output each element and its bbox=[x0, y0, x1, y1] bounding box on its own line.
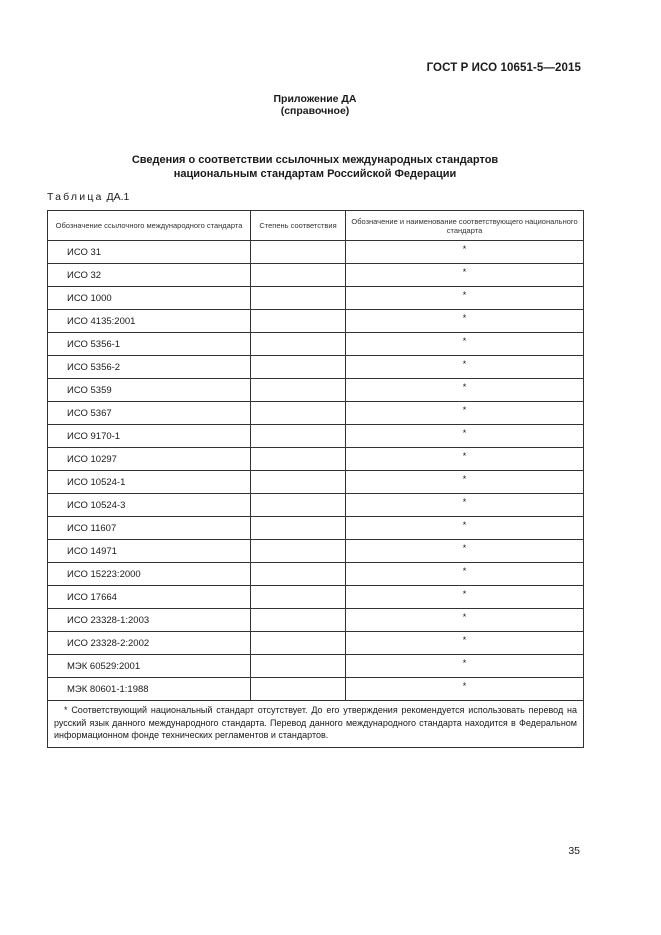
column-header-reference-standard: Обозначение ссылочного международного стандарта bbox=[48, 211, 251, 241]
table-label-number: ДА.1 bbox=[106, 191, 130, 203]
cell-reference-standard: ИСО 5359 bbox=[48, 379, 251, 402]
footnote-cell bbox=[48, 701, 584, 748]
cell-degree bbox=[251, 379, 346, 402]
cell-degree bbox=[251, 287, 346, 310]
cell-reference-standard: ИСО 23328-1:2003 bbox=[48, 609, 251, 632]
cell-reference-standard: ИСО 17664 bbox=[48, 586, 251, 609]
table-row bbox=[48, 563, 584, 586]
table-row bbox=[48, 632, 584, 655]
table-label bbox=[47, 191, 129, 203]
cell-reference-standard: ИСО 5356-1 bbox=[48, 333, 251, 356]
table-label-word: Таблица bbox=[47, 191, 104, 203]
cell-national-standard: * bbox=[346, 448, 584, 471]
column-header-national-standard: Обозначение и наименование соответствующего национального стандарта bbox=[346, 211, 584, 241]
section-heading bbox=[0, 153, 630, 181]
cell-reference-standard: ИСО 1000 bbox=[48, 287, 251, 310]
cell-degree bbox=[251, 264, 346, 287]
table-row bbox=[48, 333, 584, 356]
column-header-degree: Степень соответствия bbox=[251, 211, 346, 241]
cell-national-standard: * bbox=[346, 425, 584, 448]
cell-reference-standard: ИСО 23328-2:2002 bbox=[48, 632, 251, 655]
cell-reference-standard: ИСО 9170-1 bbox=[48, 425, 251, 448]
table-header-row bbox=[48, 211, 584, 241]
cell-national-standard: * bbox=[346, 356, 584, 379]
cell-degree bbox=[251, 425, 346, 448]
cell-degree bbox=[251, 540, 346, 563]
cell-national-standard: * bbox=[346, 471, 584, 494]
footnote-text: * Соответствующий национальный стандарт отсутствует. До его утверждения рекомендуется использовать перевод на русский язык данного международного стандарта. Перевод данного международного стандарта находится в Федеральном информационном фонде технических регламентов и стандартов. bbox=[54, 705, 577, 740]
appendix-subtitle: (справочное) bbox=[280, 105, 350, 117]
cell-national-standard: * bbox=[346, 494, 584, 517]
table-row bbox=[48, 609, 584, 632]
appendix-block bbox=[0, 93, 630, 117]
table-row bbox=[48, 655, 584, 678]
standards-correspondence-table bbox=[47, 210, 584, 748]
section-heading-line-2: национальным стандартам Российской Федерации bbox=[173, 168, 457, 180]
cell-reference-standard: ИСО 10524-1 bbox=[48, 471, 251, 494]
cell-national-standard: * bbox=[346, 310, 584, 333]
table-row bbox=[48, 425, 584, 448]
table-row bbox=[48, 356, 584, 379]
cell-degree bbox=[251, 632, 346, 655]
table-row bbox=[48, 494, 584, 517]
cell-national-standard: * bbox=[346, 563, 584, 586]
cell-reference-standard: ИСО 5367 bbox=[48, 402, 251, 425]
cell-degree bbox=[251, 563, 346, 586]
document-code: ГОСТ Р ИСО 10651-5—2015 bbox=[426, 62, 581, 74]
cell-degree bbox=[251, 333, 346, 356]
cell-national-standard: * bbox=[346, 517, 584, 540]
cell-national-standard: * bbox=[346, 287, 584, 310]
cell-degree bbox=[251, 655, 346, 678]
table-row bbox=[48, 678, 584, 701]
table-row bbox=[48, 402, 584, 425]
cell-national-standard: * bbox=[346, 402, 584, 425]
cell-degree bbox=[251, 517, 346, 540]
cell-reference-standard: ИСО 5356-2 bbox=[48, 356, 251, 379]
cell-reference-standard: ИСО 14971 bbox=[48, 540, 251, 563]
cell-reference-standard: ИСО 15223:2000 bbox=[48, 563, 251, 586]
cell-national-standard: * bbox=[346, 655, 584, 678]
cell-degree bbox=[251, 448, 346, 471]
cell-degree bbox=[251, 494, 346, 517]
table-row bbox=[48, 517, 584, 540]
cell-national-standard: * bbox=[346, 264, 584, 287]
cell-reference-standard: ИСО 11607 bbox=[48, 517, 251, 540]
cell-national-standard: * bbox=[346, 241, 584, 264]
cell-reference-standard: ИСО 31 bbox=[48, 241, 251, 264]
cell-degree bbox=[251, 586, 346, 609]
table-row bbox=[48, 448, 584, 471]
cell-degree bbox=[251, 471, 346, 494]
cell-national-standard: * bbox=[346, 586, 584, 609]
appendix-title: Приложение ДА bbox=[273, 93, 357, 105]
cell-reference-standard: ИСО 4135:2001 bbox=[48, 310, 251, 333]
cell-degree bbox=[251, 402, 346, 425]
cell-reference-standard: ИСО 10297 bbox=[48, 448, 251, 471]
table-row bbox=[48, 264, 584, 287]
table-row bbox=[48, 379, 584, 402]
cell-national-standard: * bbox=[346, 609, 584, 632]
section-heading-line-1: Сведения о соответствии ссылочных международных стандартов bbox=[131, 154, 499, 166]
table-row bbox=[48, 287, 584, 310]
cell-degree bbox=[251, 609, 346, 632]
cell-national-standard: * bbox=[346, 540, 584, 563]
cell-national-standard: * bbox=[346, 632, 584, 655]
footnote-row bbox=[48, 701, 584, 748]
cell-degree bbox=[251, 356, 346, 379]
cell-reference-standard: МЭК 60529:2001 bbox=[48, 655, 251, 678]
table-row bbox=[48, 540, 584, 563]
cell-national-standard: * bbox=[346, 678, 584, 701]
table-row bbox=[48, 241, 584, 264]
table-row bbox=[48, 310, 584, 333]
cell-degree bbox=[251, 678, 346, 701]
table-row bbox=[48, 586, 584, 609]
table-row bbox=[48, 471, 584, 494]
cell-degree bbox=[251, 310, 346, 333]
cell-reference-standard: МЭК 80601-1:1988 bbox=[48, 678, 251, 701]
cell-reference-standard: ИСО 32 bbox=[48, 264, 251, 287]
cell-national-standard: * bbox=[346, 379, 584, 402]
cell-degree bbox=[251, 241, 346, 264]
cell-national-standard: * bbox=[346, 333, 584, 356]
page-number: 35 bbox=[568, 845, 580, 857]
cell-reference-standard: ИСО 10524-3 bbox=[48, 494, 251, 517]
